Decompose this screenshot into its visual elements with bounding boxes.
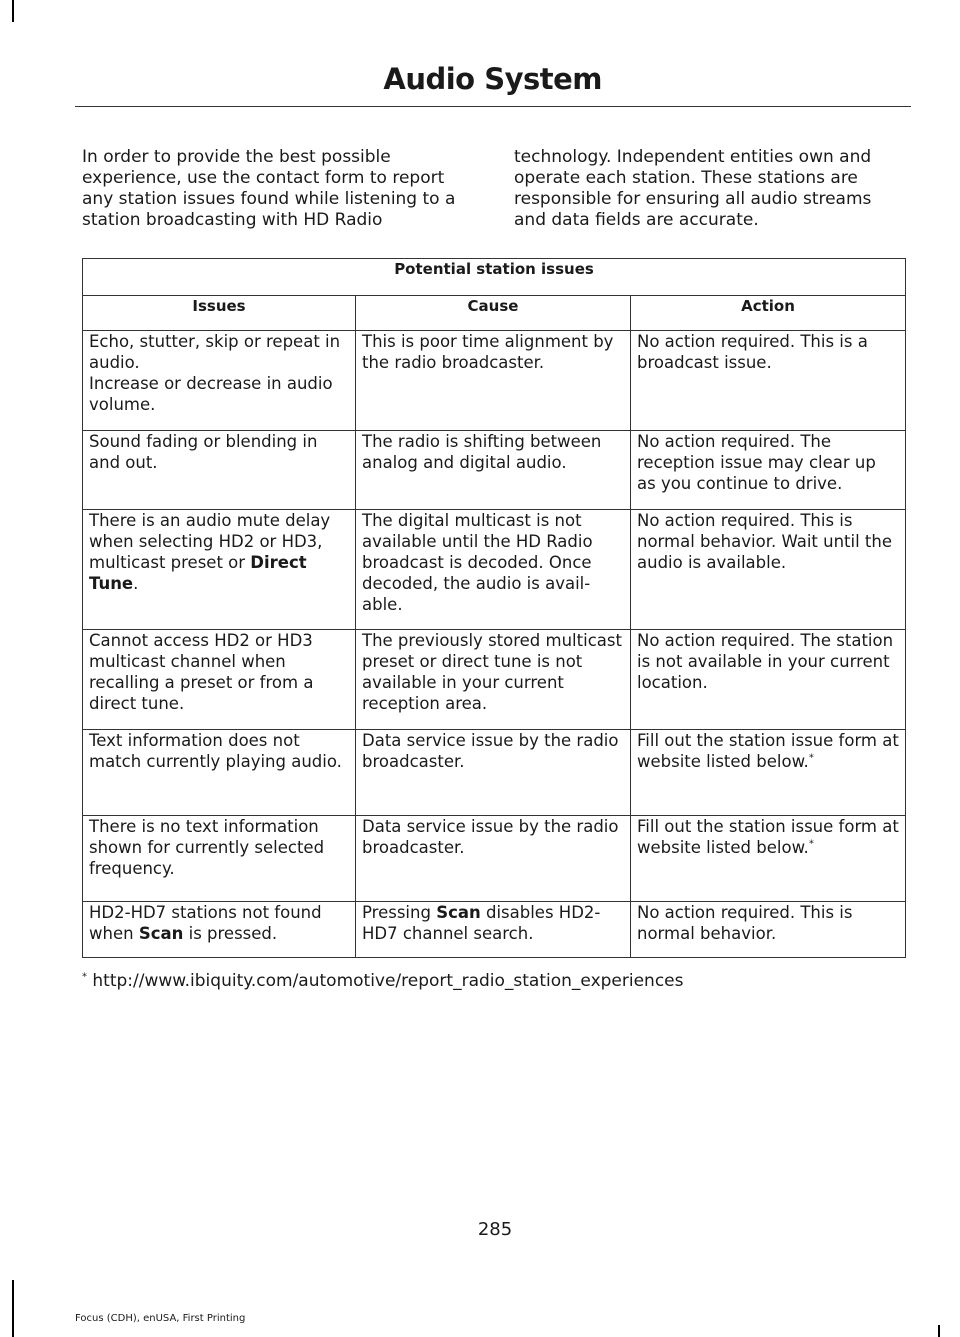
section-title: Audio System	[383, 62, 602, 96]
issue-cell: There is no text information shown for currently selected frequency.	[83, 816, 356, 902]
control-name-direct-tune: Direct Tune	[89, 553, 307, 593]
print-footer: Focus (CDH), enUSA, First Printing	[75, 1313, 246, 1324]
issue-text-suffix: .	[133, 574, 139, 593]
cause-text: Pressing	[362, 903, 437, 922]
issue-cell: Text information does not match currently playing audio.	[83, 730, 356, 816]
table-header-row	[83, 296, 906, 331]
issue-cell	[83, 331, 356, 431]
table-title-row	[83, 259, 906, 296]
issue-text: Echo, stutter, skip or repeat in audio.	[89, 332, 341, 372]
cause-cell: Data service issue by the radio broadcaster.	[356, 730, 631, 816]
table-row	[83, 510, 906, 630]
column-header-action: Action	[631, 296, 906, 331]
footnote	[82, 971, 684, 991]
action-text: Fill out the station issue form at website listed below.	[637, 731, 899, 771]
control-name-scan: Scan	[138, 924, 184, 943]
cause-cell: The previously stored multicast preset or direct tune is not available in your current reception area.	[356, 630, 631, 730]
table-row	[83, 331, 906, 431]
issue-cell: Cannot access HD2 or HD3 multicast channel when recalling a preset or from a direct tune.	[83, 630, 356, 730]
cause-cell: This is poor time alignment by the radio broadcaster.	[356, 331, 631, 431]
crop-mark	[938, 1325, 940, 1337]
cause-cell: The radio is shifting between analog and digital audio.	[356, 431, 631, 510]
intro-right: technology. Independent entities own and operate each station. These stations are responsible for ensuring all audio streams and data fields are accurate.	[514, 147, 872, 230]
table-row	[83, 431, 906, 510]
intro-text	[82, 147, 907, 231]
column-header-issues: Issues	[83, 296, 356, 331]
cause-cell	[356, 902, 631, 958]
issue-text: Increase or decrease in audio volume.	[89, 374, 333, 414]
table-row	[83, 730, 906, 816]
footnote-marker: *	[82, 971, 87, 983]
action-cell	[631, 816, 906, 902]
action-cell: No action required. This is normal behavior.	[631, 902, 906, 958]
cause-text-suffix: disables HD2-HD7 channel search.	[362, 903, 601, 943]
footnote-marker: *	[808, 838, 814, 850]
page-number: 285	[477, 1219, 513, 1240]
issue-text-suffix: is pressed.	[183, 924, 278, 943]
cause-cell: The digital multicast is not available until the HD Radio broadcast is decoded. Once decoded, the audio is avail-able.	[356, 510, 631, 630]
issue-cell	[83, 902, 356, 958]
action-text: Fill out the station issue form at website listed below.	[637, 817, 899, 857]
issue-text: There is an audio mute delay when selecting HD2 or HD3, multicast preset or	[89, 511, 331, 572]
issue-cell	[83, 510, 356, 630]
header-divider	[75, 106, 911, 107]
action-cell: No action required. This is normal behavior. Wait until the audio is available.	[631, 510, 906, 630]
column-header-cause: Cause	[356, 296, 631, 331]
table-row	[83, 816, 906, 902]
footnote-marker: *	[808, 752, 814, 764]
action-cell: No action required. This is a broadcast issue.	[631, 331, 906, 431]
issue-cell: Sound fading or blending in and out.	[83, 431, 356, 510]
table-row	[83, 630, 906, 730]
footnote-url: http://www.ibiquity.com/automotive/report_radio_station_experiences	[87, 971, 684, 991]
action-cell: No action required. The reception issue may clear up as you continue to drive.	[631, 431, 906, 510]
control-name-scan: Scan	[436, 903, 481, 922]
crop-mark	[12, 1280, 14, 1337]
station-issues-table	[82, 258, 906, 958]
action-cell: No action required. The station is not available in your current location.	[631, 630, 906, 730]
intro-left: In order to provide the best possible experience, use the contact form to report any station issues found while listening to a station broadcasting with HD Radio	[82, 147, 456, 230]
crop-mark	[12, 0, 14, 22]
issue-text: HD2-HD7 stations not found when	[89, 903, 322, 943]
action-cell	[631, 730, 906, 816]
cause-cell: Data service issue by the radio broadcaster.	[356, 816, 631, 902]
table-title: Potential station issues	[83, 259, 906, 296]
table-row	[83, 902, 906, 958]
